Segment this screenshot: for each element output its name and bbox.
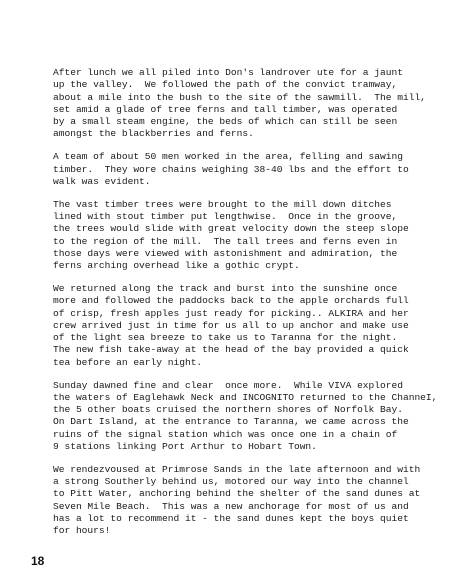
text-line: On Dart Island, at the entrance to Taranna, we came across the [53, 416, 409, 428]
text-line: tea before an early night. [53, 356, 203, 368]
text-line: for hours! [53, 525, 111, 537]
text-line: We returned along the track and burst into the sunshine once [53, 282, 398, 294]
text-line: of the light sea breeze to take us to Taranna for the night. [53, 332, 398, 344]
text-line: The vast timber trees were brought to the mill down ditches [53, 198, 392, 210]
text-line: Seven Mile Beach. This was a new anchorage for most of us and [53, 500, 409, 512]
text-line: of crisp, fresh apples just ready for picking.. ALKIRA and her [53, 307, 409, 319]
text-line: about a mile into the bush to the site of the sawmill. The mill, [53, 91, 426, 103]
text-line: walk was evident. [53, 175, 151, 187]
text-line: amongst the blackberries and ferns. [53, 128, 254, 140]
text-line: to the region of the mill. The tall trees and ferns even in [53, 235, 398, 247]
text-line: The new fish take-away at the head of the bay provided a quick [53, 344, 409, 356]
paragraph [53, 199, 453, 273]
text-line: Sunday dawned fine and clear once more. While VIVA explored [53, 379, 403, 391]
text-line: those days were viewed with astonishment and admiration, the [53, 247, 398, 259]
text-line: has a lot to recommend it - the sand dunes kept the boys quiet [53, 513, 409, 524]
text-line: lined with stout timber put lengthwise. Once in the groove, [53, 210, 398, 222]
text-line: a strong Southerly behind us, motored our way into the channel [53, 476, 409, 488]
text-line: A team of about 50 men worked in the area, felling and sawing [53, 151, 403, 163]
text-line: more and followed the paddocks back to the apple orchards full [53, 295, 409, 307]
text-line: 9 stations linking Port Arthur to Hobart Town. [53, 441, 317, 453]
text-line: crew arrived just in time for us all to up anchor and make use [53, 319, 409, 331]
text-line: set amid a glade of tree ferns and tall timber, was operated [53, 103, 398, 115]
text-line: timber. They wore chains weighing 38-40 lbs and the effort to [53, 163, 409, 175]
text-line: up the valley. We followed the path of the convict tramway, [53, 79, 398, 91]
paragraph [53, 464, 453, 538]
document-body [53, 67, 453, 548]
text-line: by a small steam engine, the beds of which can still be seen [53, 116, 398, 128]
paragraph [53, 380, 453, 454]
text-line: ruins of the signal station which was once one in a chain of [53, 428, 398, 440]
text-line: the 5 other boats cruised the northern shores of Norfolk Bay. [53, 404, 403, 416]
text-line: the waters of Eaglehawk Neck and INCOGNITO returned to the ChanneI, [53, 391, 438, 403]
paragraph [53, 67, 453, 141]
text-line: the trees would slide with great velocity down the steep slope [53, 223, 409, 235]
paragraph [53, 151, 453, 188]
text-line: After lunch we all piled into Don's landrover ute for a jaunt [53, 67, 403, 78]
paragraph [53, 283, 453, 369]
text-line: ferns arching overhead like a gothic crypt. [53, 260, 300, 272]
page-number: 18 [31, 554, 45, 568]
text-line: to Pitt Water, anchoring behind the shelter of the sand dunes at [53, 488, 421, 500]
text-line: We rendezvoused at Primrose Sands in the late afternoon and with [53, 463, 421, 475]
